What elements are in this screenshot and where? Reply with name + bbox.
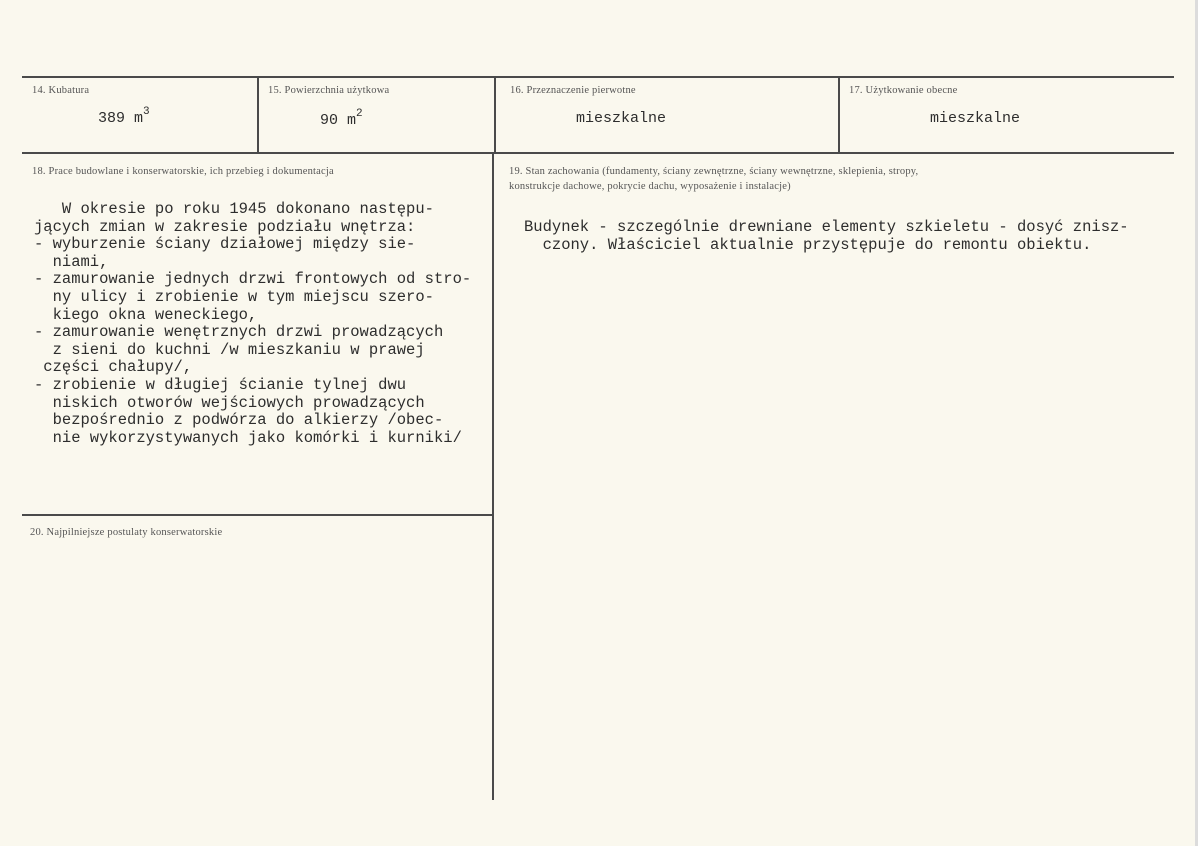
header-bottom-rule: [22, 152, 1174, 154]
stan-line: czony. Właściciel aktualnie przystępuje do remontu obiektu.: [524, 235, 1092, 254]
prace-line: jących zmian w zakresie podziału wnętrza:: [34, 217, 416, 236]
kubatura-label: 14. Kubatura: [32, 85, 90, 96]
kubatura-value: [98, 108, 150, 127]
prace-label: 18. Prace budowlane i konserwatorskie, ich przebieg i dokumentacja: [32, 166, 334, 177]
stan-line: Budynek - szczególnie drewniane elementy szkieletu - dosyć znisz-: [524, 218, 1129, 236]
powierzchnia-label: 15. Powierzchnia użytkowa: [268, 85, 390, 96]
prace-line: niskich otworów wejściowych prowadzących: [34, 393, 425, 412]
prace-line: - wyburzenie ściany działowej między sie-: [34, 235, 416, 254]
prace-line: z sieni do kuchni /w mieszkaniu w prawej: [34, 340, 425, 359]
kubatura-superscript: 3: [143, 106, 150, 118]
przeznaczenie-value: mieszkalne: [576, 110, 667, 127]
stan-label-line2: konstrukcje dachowe, pokrycie dachu, wyposażenie i instalacje): [509, 181, 791, 192]
prace-line: - zamurowanie jednych drzwi frontowych od stro-: [34, 270, 472, 289]
header-divider-2: [494, 78, 496, 153]
prace-line: nie wykorzystywanych jako komórki i kurniki/: [34, 428, 462, 447]
prace-text: [34, 201, 471, 447]
prace-line: - zrobienie w długiej ścianie tylnej dwu: [34, 375, 407, 394]
postulaty-label: 20. Najpilniejsze postulaty konserwatorskie: [30, 527, 223, 538]
top-rule: [22, 76, 1174, 78]
przeznaczenie-label: 16. Przeznaczenie pierwotne: [510, 85, 636, 96]
powierzchnia-superscript: 2: [356, 108, 363, 120]
stan-text: [524, 219, 1129, 254]
prace-line: kiego okna weneckiego,: [34, 305, 258, 324]
section-20-top-rule: [22, 514, 492, 516]
main-column-divider: [492, 154, 494, 800]
stan-label-line1: 19. Stan zachowania (fundamenty, ściany zewnętrzne, ściany wewnętrzne, sklepienia, stropy,: [509, 166, 919, 177]
header-divider-3: [838, 78, 840, 153]
powierzchnia-value-text: 90 m: [320, 112, 357, 129]
prace-line: W okresie po roku 1945 dokonano następu-: [34, 200, 434, 218]
prace-line: części chałupy/,: [34, 358, 193, 377]
uzytkowanie-label: 17. Użytkowanie obecne: [849, 85, 958, 96]
header-divider-1: [257, 78, 259, 153]
uzytkowanie-value: mieszkalne: [930, 110, 1021, 127]
prace-line: niami,: [34, 252, 109, 271]
powierzchnia-value: [320, 110, 363, 129]
prace-line: - zamurowanie wenętrznych drzwi prowadzących: [34, 323, 444, 342]
prace-line: bezpośrednio z podwórza do alkierzy /obec-: [34, 411, 444, 430]
kubatura-value-text: 389 m: [98, 110, 144, 127]
prace-line: ny ulicy i zrobienie w tym miejscu szero-: [34, 287, 434, 306]
